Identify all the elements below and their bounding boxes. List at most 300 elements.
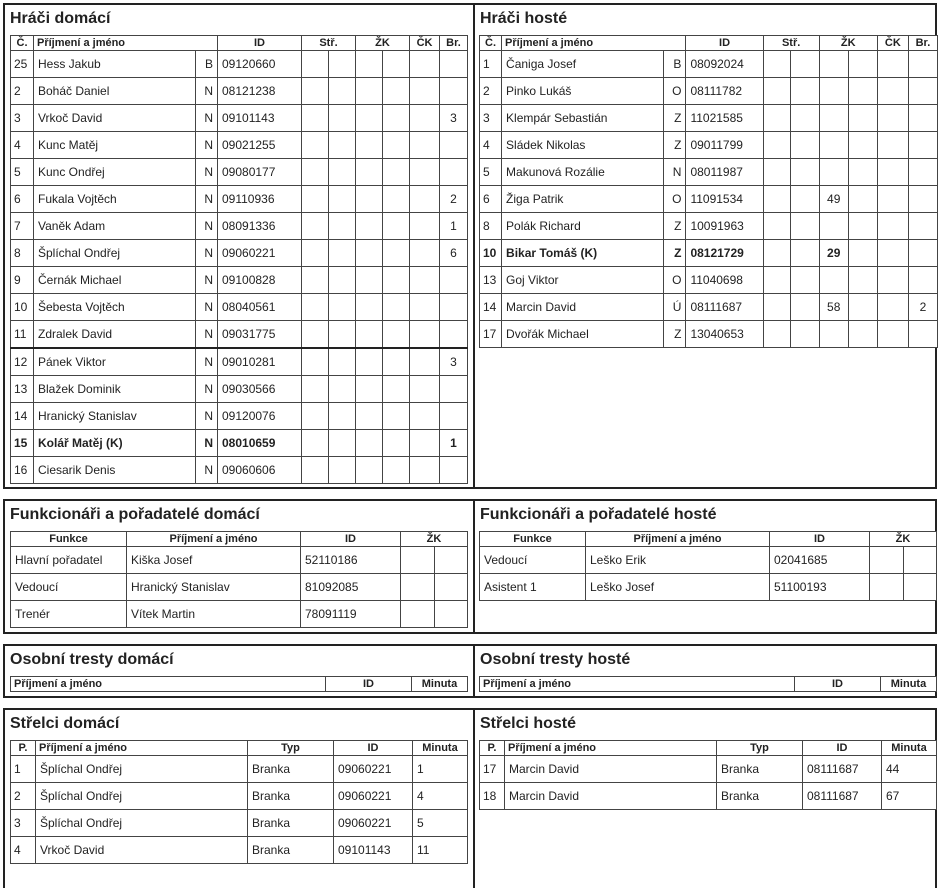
player-red-card [877,321,908,348]
player-red-card [410,78,440,105]
player-goals-extra [790,213,819,240]
player-yellow-card-extra [383,105,410,132]
player-goals [302,240,329,267]
staff-name: Leško Josef [586,574,770,601]
player-goalkeeper-goals [908,132,937,159]
player-row [11,348,468,376]
player-position: N [196,105,218,132]
player-id: 13040653 [686,321,763,348]
player-yellow-card [356,457,383,484]
player-id: 08091336 [218,213,302,240]
player-yellow-card [356,105,383,132]
staff-name: Leško Erik [586,547,770,574]
player-goals [302,78,329,105]
player-id: 09101143 [218,105,302,132]
scorer-minute: 67 [882,783,937,810]
player-goalkeeper-goals: 1 [440,430,468,457]
player-goals [302,105,329,132]
player-position: N [196,267,218,294]
player-red-card [410,267,440,294]
player-row [11,240,468,267]
player-goals [302,267,329,294]
player-name: Zdralek David [34,321,196,349]
away-scorers-body [480,756,937,810]
player-red-card [410,430,440,457]
col-id: ID [803,741,882,756]
player-row [480,132,938,159]
player-yellow-card: 49 [819,186,848,213]
away-penalties-title: Osobní tresty hosté [480,651,631,668]
player-row [11,376,468,403]
col-id: ID [334,741,413,756]
player-goals-extra [790,78,819,105]
scorer-row [11,783,468,810]
player-position: N [664,159,686,186]
player-number: 10 [480,240,502,267]
scorer-id: 08111687 [803,756,882,783]
away-staff-panel [473,501,937,632]
col-type: Typ [717,741,803,756]
player-goals [763,78,790,105]
player-red-card [877,105,908,132]
scorer-minute: 11 [413,837,468,864]
header-row [480,36,938,51]
player-yellow-card [356,430,383,457]
col-id: ID [795,677,881,692]
player-yellow-card [356,321,383,349]
penalties-section [3,644,937,698]
scorer-type: Branka [248,837,334,864]
player-yellow-card: 58 [819,294,848,321]
player-position: B [196,51,218,78]
player-number: 10 [11,294,34,321]
player-yellow-card-extra [383,159,410,186]
col-name: Příjmení a jméno [502,36,686,51]
header-row [11,741,468,756]
player-goalkeeper-goals [908,240,937,267]
player-red-card [410,159,440,186]
player-goals-extra [790,267,819,294]
player-position: N [196,78,218,105]
player-number: 4 [480,132,502,159]
away-players-panel [473,5,937,487]
home-penalties-title: Osobní tresty domácí [10,651,174,668]
col-name: Příjmení a jméno [480,677,795,692]
player-yellow-card-extra [848,159,877,186]
player-position: N [196,240,218,267]
header-row [480,532,937,547]
player-goals-extra [329,294,356,321]
scorer-id: 08111687 [803,783,882,810]
player-id: 08121238 [218,78,302,105]
player-red-card [877,132,908,159]
player-goalkeeper-goals [908,105,937,132]
away-players-body [480,51,938,348]
col-role: Funkce [11,532,127,547]
scorer-id: 09101143 [334,837,413,864]
player-goals [302,430,329,457]
player-goals [302,321,329,349]
col-name: Příjmení a jméno [505,741,717,756]
scorer-row [11,756,468,783]
scorers-section [3,708,937,888]
staff-role: Hlavní pořadatel [11,547,127,574]
player-number: 9 [11,267,34,294]
player-position: Z [664,132,686,159]
player-name: Žiga Patrik [502,186,664,213]
player-number: 25 [11,51,34,78]
player-yellow-card-extra [848,105,877,132]
home-scorers-body [11,756,468,864]
player-name: Pánek Viktor [34,348,196,376]
player-name: Kunc Ondřej [34,159,196,186]
scorer-minute: 5 [413,810,468,837]
col-zk: ŽK [870,532,937,547]
player-number: 4 [11,132,34,159]
player-name: Vaněk Adam [34,213,196,240]
player-yellow-card-extra [383,240,410,267]
player-goals-extra [790,159,819,186]
player-number: 14 [480,294,502,321]
player-position: O [664,267,686,294]
player-id: 10091963 [686,213,763,240]
player-goals [763,159,790,186]
player-yellow-card [356,78,383,105]
player-red-card [877,186,908,213]
player-red-card [410,403,440,430]
home-scorers-panel [5,710,472,888]
player-red-card [877,240,908,267]
player-red-card [877,267,908,294]
player-number: 14 [11,403,34,430]
player-yellow-card [819,51,848,78]
player-id: 09060606 [218,457,302,484]
staff-section [3,499,937,634]
player-goals-extra [790,240,819,267]
player-goals-extra [329,457,356,484]
col-id: ID [218,36,302,51]
player-position: N [196,132,218,159]
player-number: 16 [11,457,34,484]
player-name: Černák Michael [34,267,196,294]
away-scorers-title: Střelci hosté [480,715,577,732]
scorer-order: 3 [11,810,36,837]
scorer-name: Vrkoč David [36,837,248,864]
player-goalkeeper-goals [440,457,468,484]
player-number: 7 [11,213,34,240]
col-zk: ŽK [401,532,468,547]
player-position: N [196,457,218,484]
player-row [11,159,468,186]
staff-id: 02041685 [770,547,870,574]
player-position: N [196,294,218,321]
player-yellow-card-extra [383,186,410,213]
player-red-card [410,376,440,403]
col-role: Funkce [480,532,586,547]
player-position: N [196,186,218,213]
player-goalkeeper-goals [440,294,468,321]
scorer-order: 1 [11,756,36,783]
player-row [11,51,468,78]
player-red-card [877,159,908,186]
player-red-card [877,213,908,240]
scorer-row [11,837,468,864]
player-yellow-card-extra [383,267,410,294]
player-number: 17 [480,321,502,348]
player-number: 3 [480,105,502,132]
player-goalkeeper-goals [440,51,468,78]
player-name: Kunc Matěj [34,132,196,159]
player-number: 2 [11,78,34,105]
player-goalkeeper-goals: 3 [440,105,468,132]
col-id: ID [770,532,870,547]
scorer-name: Marcin David [505,756,717,783]
player-red-card [877,78,908,105]
player-goalkeeper-goals: 2 [908,294,937,321]
header-row [11,532,468,547]
player-name: Šebesta Vojtěch [34,294,196,321]
player-yellow-card-extra [383,132,410,159]
player-position: Z [664,240,686,267]
player-goalkeeper-goals [908,186,937,213]
col-p: P. [11,741,36,756]
player-row [11,213,468,240]
player-goals-extra [329,213,356,240]
player-goals-extra [329,105,356,132]
scorer-type: Branka [248,756,334,783]
scorer-order: 17 [480,756,505,783]
player-goals [302,403,329,430]
col-br: Br. [908,36,937,51]
player-yellow-card [356,240,383,267]
player-goals [302,213,329,240]
home-players-panel [5,5,472,487]
player-goalkeeper-goals [440,376,468,403]
player-name: Pinko Lukáš [502,78,664,105]
player-goals [763,213,790,240]
player-id: 08011987 [686,159,763,186]
player-yellow-card-extra [848,240,877,267]
col-id: ID [326,677,412,692]
player-number: 13 [11,376,34,403]
player-id: 08040561 [218,294,302,321]
away-scorers-panel [473,710,937,888]
col-str: Stř. [302,36,356,51]
player-yellow-card-extra [383,321,410,349]
player-goals [763,267,790,294]
player-name: Hranický Stanislav [34,403,196,430]
col-minute: Minuta [881,677,937,692]
staff-yellow-card [401,547,435,574]
player-yellow-card-extra [848,51,877,78]
player-red-card [410,294,440,321]
scorer-type: Branka [248,783,334,810]
player-number: 1 [480,51,502,78]
player-name: Ciesarik Denis [34,457,196,484]
player-goalkeeper-goals [908,213,937,240]
player-id: 09030566 [218,376,302,403]
player-position: N [196,376,218,403]
player-number: 8 [11,240,34,267]
player-number: 5 [480,159,502,186]
scorer-id: 09060221 [334,783,413,810]
player-id: 09010281 [218,348,302,376]
player-number: 6 [11,186,34,213]
player-row [480,267,938,294]
player-name: Blažek Dominik [34,376,196,403]
col-br: Br. [440,36,468,51]
player-row [11,267,468,294]
player-yellow-card [356,51,383,78]
col-ck: ČK [410,36,440,51]
player-yellow-card-extra [383,294,410,321]
player-name: Vrkoč David [34,105,196,132]
player-id: 11021585 [686,105,763,132]
player-goalkeeper-goals: 6 [440,240,468,267]
player-yellow-card-extra [848,132,877,159]
player-row [480,51,938,78]
player-position: N [196,430,218,457]
staff-id: 52110186 [301,547,401,574]
player-row [480,159,938,186]
player-yellow-card-extra [383,348,410,376]
player-row [11,105,468,132]
player-name: Sládek Nikolas [502,132,664,159]
player-row [480,186,938,213]
player-id: 08010659 [218,430,302,457]
player-row [11,78,468,105]
player-name: Hess Jakub [34,51,196,78]
player-id: 09120076 [218,403,302,430]
player-yellow-card [356,403,383,430]
player-yellow-card [819,132,848,159]
player-yellow-card-extra [383,376,410,403]
player-id: 11091534 [686,186,763,213]
player-yellow-card [356,186,383,213]
player-row [11,186,468,213]
player-id: 09110936 [218,186,302,213]
col-ck: ČK [877,36,908,51]
player-goals-extra [329,132,356,159]
staff-yellow-card-extra [435,574,468,601]
player-position: Z [664,105,686,132]
player-yellow-card-extra [848,186,877,213]
col-name: Příjmení a jméno [36,741,248,756]
player-row [11,132,468,159]
player-goalkeeper-goals [440,321,468,349]
away-staff-body [480,547,937,601]
player-red-card [877,51,908,78]
staff-id: 51100193 [770,574,870,601]
player-name: Dvořák Michael [502,321,664,348]
player-yellow-card-extra [383,51,410,78]
scorer-order: 2 [11,783,36,810]
player-goals-extra [329,159,356,186]
player-id: 09031775 [218,321,302,349]
home-penalties-panel [5,646,472,696]
player-position: N [196,321,218,349]
home-players-title: Hráči domácí [10,10,111,27]
player-goals [763,186,790,213]
header-row [11,677,468,692]
player-goals-extra [790,294,819,321]
staff-name: Vítek Martin [127,601,301,628]
players-section [3,3,937,489]
player-row [11,430,468,457]
home-penalties-table [10,676,468,692]
staff-role: Vedoucí [11,574,127,601]
home-staff-title: Funkcionáři a pořadatelé domácí [10,506,260,523]
player-goalkeeper-goals [440,403,468,430]
scorer-row [480,756,937,783]
scorer-order: 4 [11,837,36,864]
player-goals-extra [329,240,356,267]
player-row [11,457,468,484]
col-str: Stř. [763,36,819,51]
staff-role: Trenér [11,601,127,628]
header-row [480,741,937,756]
player-goals-extra [329,51,356,78]
player-yellow-card-extra [848,213,877,240]
player-yellow-card-extra [848,294,877,321]
col-no: Č. [480,36,502,51]
player-goals [302,132,329,159]
player-number: 15 [11,430,34,457]
player-red-card [410,240,440,267]
player-yellow-card [356,267,383,294]
player-row [11,403,468,430]
scorer-id: 09060221 [334,810,413,837]
player-name: Marcin David [502,294,664,321]
player-row [480,213,938,240]
player-position: B [664,51,686,78]
player-goals [302,159,329,186]
player-yellow-card-extra [848,78,877,105]
away-players-title: Hráči hosté [480,10,568,27]
player-goals [763,321,790,348]
staff-id: 81092085 [301,574,401,601]
player-goalkeeper-goals [440,78,468,105]
player-yellow-card [356,348,383,376]
home-scorers-title: Střelci domácí [10,715,120,732]
player-row [11,321,468,349]
player-position: N [196,348,218,376]
away-staff-table [479,531,937,601]
player-row [480,321,938,348]
player-yellow-card [356,294,383,321]
player-position: N [196,159,218,186]
player-row [11,294,468,321]
scorer-id: 09060221 [334,756,413,783]
player-red-card [410,105,440,132]
player-number: 12 [11,348,34,376]
player-yellow-card [819,267,848,294]
player-goals-extra [790,186,819,213]
col-no: Č. [11,36,34,51]
scorer-minute: 1 [413,756,468,783]
home-staff-table [10,531,468,628]
player-yellow-card-extra [383,213,410,240]
player-goalkeeper-goals [440,159,468,186]
player-goals [302,294,329,321]
player-position: N [196,213,218,240]
header-row [480,677,937,692]
col-type: Typ [248,741,334,756]
player-name: Boháč Daniel [34,78,196,105]
player-position: O [664,186,686,213]
scorer-name: Šplíchal Ondřej [36,810,248,837]
player-goalkeeper-goals [908,159,937,186]
